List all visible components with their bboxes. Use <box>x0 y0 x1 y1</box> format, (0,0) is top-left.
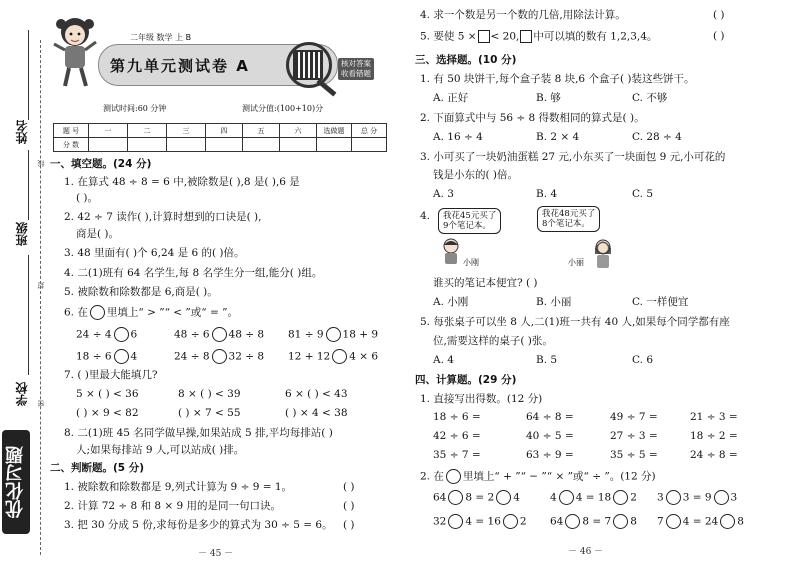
calc-item: 18 ÷ 6 = <box>433 411 481 423</box>
calc-question-2 <box>420 469 656 484</box>
op-num: 3 <box>730 491 738 504</box>
compare-row-2b <box>174 349 264 364</box>
score-input-cell[interactable] <box>206 138 243 152</box>
op-num: 2 <box>519 515 527 528</box>
score-row-label: 分 数 <box>54 138 89 152</box>
compare-expr: 24 ÷ 8 <box>174 350 210 363</box>
judge-4-answer[interactable]: ( ) <box>713 9 725 21</box>
line-mark-xian: 线 <box>37 160 45 167</box>
score-table-score-row <box>54 138 387 152</box>
judge-5-text-a: 5. 要使 5 × <box>420 30 477 43</box>
question-6-text: 6. 在 <box>64 306 88 319</box>
question-1-line1: 1. 在算式 48 ÷ 8 = 6 中,被除数是( ),8 是( ),6 是 <box>64 176 300 188</box>
compare-expr: 6 <box>130 328 138 341</box>
page-number-right: － 46 － <box>568 547 604 557</box>
judge-5-answer[interactable]: ( ) <box>713 30 725 42</box>
series-label: 二年级 数学 上 B <box>130 33 192 42</box>
calc-item: 27 ÷ 3 = <box>610 430 658 442</box>
choice-1-option-c[interactable]: C. 不够 <box>632 92 668 104</box>
choice-5-line2: 位,需要这样的桌子( )张。 <box>433 335 553 347</box>
operator-blank[interactable] <box>720 514 735 529</box>
kid-name-xiaogang: 小刚 <box>463 258 479 267</box>
line-mark-feng: 封 <box>37 282 45 289</box>
line-mark-mi: 密 <box>37 400 45 407</box>
compare-expr: 24 ÷ 4 <box>76 328 112 341</box>
answer-tag-line2: 收看错题 <box>341 68 371 78</box>
score-cell: 总 分 <box>352 124 387 138</box>
operator-circle-icon <box>446 469 461 484</box>
blank-box-icon <box>520 30 532 43</box>
name-label: 姓名 <box>15 120 29 144</box>
score-table-header-row <box>54 124 387 138</box>
calc-item: 35 ÷ 5 = <box>610 449 658 461</box>
boy-illustration-icon <box>440 238 462 264</box>
operator-item <box>550 514 637 529</box>
choice-5-option-b[interactable]: B. 5 <box>536 354 558 366</box>
compare-expr: 48 ÷ 6 <box>174 328 210 341</box>
mascot-girl-icon <box>50 14 100 90</box>
op-num: 8 <box>630 515 637 528</box>
choice-1: 1. 有 50 块饼干,每个盒子装 8 块,6 个盒子( )装这些饼干。 <box>420 73 695 85</box>
speech-bubble-xiaogang <box>438 208 501 234</box>
choice-3-line1: 3. 小可买了一块奶油蛋糕 27 元,小东买了一块面包 9 元,小可花的 <box>420 151 726 163</box>
compare-row-2 <box>76 349 137 364</box>
compare-expr: 12 + 12 <box>288 350 331 363</box>
compare-expr: 32 ÷ 8 <box>228 350 265 363</box>
class-label: 班级 <box>15 222 29 246</box>
operator-item <box>657 490 737 505</box>
judge-2-answer[interactable]: ( ) <box>343 500 355 512</box>
judge-5-text-b: < 20, <box>490 30 520 43</box>
max-fill-2b: ( ) × 7 < 55 <box>178 407 241 419</box>
max-fill-1a: 5 × ( ) < 36 <box>76 388 139 400</box>
score-cell: 四 <box>206 124 243 138</box>
question-8-line1: 8. 二(1)班 45 名同学做早操,如果站成 5 排,平均每排站( ) <box>64 427 333 439</box>
op-num: 4 = 24 <box>682 515 719 528</box>
score-input-cell[interactable] <box>352 138 387 152</box>
answer-tag <box>338 58 374 80</box>
op-num: 64 <box>433 491 447 504</box>
compare-blank[interactable] <box>114 349 129 364</box>
compare-blank[interactable] <box>114 327 129 342</box>
judge-4: 4. 求一个数是另一个数的几倍,用除法计算。 <box>420 9 626 21</box>
question-8-line2: 人;如果每排站 9 人,可以站成( )排。 <box>76 444 245 456</box>
choice-4-option-c[interactable]: C. 一样便宜 <box>632 296 689 308</box>
score-cell: 一 <box>89 124 128 138</box>
bubble-2-line2: 8个笔记本。 <box>542 219 590 230</box>
choice-4-question: 谁买的笔记本便宜? ( ) <box>433 277 538 289</box>
calc-item: 35 ÷ 7 = <box>433 449 481 461</box>
compare-expr: 18 ÷ 6 <box>76 350 112 363</box>
section-calculation: 四、计算题。(29 分) <box>415 374 517 386</box>
compare-expr: 81 ÷ 9 <box>288 328 324 341</box>
section-choice: 三、选择题。(10 分) <box>415 54 517 66</box>
compare-blank[interactable] <box>212 327 227 342</box>
max-fill-2a: ( ) × 9 < 82 <box>76 407 139 419</box>
op-num: 4 <box>513 491 520 504</box>
class-underline <box>28 150 29 220</box>
op-num: 8 <box>737 515 744 528</box>
score-input-cell[interactable] <box>89 138 128 152</box>
op-num: 7 <box>657 515 664 528</box>
bubble-2-line1: 我花48元买了 <box>542 209 596 219</box>
question-7: 7. ( )里最大能填几? <box>64 369 158 381</box>
judge-1-answer[interactable]: ( ) <box>343 481 355 493</box>
choice-2-option-c[interactable]: C. 28 ÷ 4 <box>632 131 682 143</box>
bubble-1-line2: 9个笔记本。 <box>443 221 491 232</box>
calc-item: 24 ÷ 8 = <box>690 449 738 461</box>
judge-5 <box>420 30 657 43</box>
op-num: 4 <box>550 491 557 504</box>
op-num: 2 <box>630 491 637 504</box>
section-fill-blanks: 一、填空题。(24 分) <box>50 158 152 170</box>
operator-blank[interactable] <box>503 514 518 529</box>
compare-blank[interactable] <box>212 349 227 364</box>
answer-tag-line1: 核对答案 <box>341 59 371 68</box>
page-number-left: － 45 － <box>198 549 234 559</box>
blank-box-icon <box>478 30 490 43</box>
question-4: 4. 二(1)班有 64 名学生,每 8 名学生分一组,能分( )组。 <box>64 267 323 279</box>
calc-item: 18 ÷ 2 = <box>690 430 738 442</box>
girl-illustration-icon <box>592 238 614 268</box>
brand-logo: 优化习题 <box>2 430 30 534</box>
operator-item <box>550 490 637 505</box>
max-fill-2c: ( ) × 4 < 38 <box>285 407 348 419</box>
page-title: 第九单元测试卷 A <box>110 57 250 75</box>
speech-bubble-xiaoli <box>537 206 600 232</box>
calc-item: 40 ÷ 5 = <box>526 430 574 442</box>
operator-blank[interactable] <box>496 490 511 505</box>
name-underline <box>28 30 29 120</box>
choice-1-option-a[interactable]: A. 正好 <box>433 92 469 104</box>
test-score: 测试分值:(100+10)分 <box>242 104 324 113</box>
right-page <box>400 0 800 566</box>
choice-3-option-a[interactable]: A. 3 <box>433 188 454 200</box>
choice-5-option-a[interactable]: A. 4 <box>433 354 454 366</box>
compare-expr: 4 × 6 <box>349 350 379 363</box>
compare-row-2c <box>288 349 378 364</box>
operator-item <box>657 514 744 529</box>
operator-blank[interactable] <box>613 514 628 529</box>
calc-item: 21 ÷ 3 = <box>690 411 738 423</box>
op-num: 3 = 9 <box>682 491 712 504</box>
question-2-line2: 商是( )。 <box>76 228 120 240</box>
bubble-1-line1: 我花45元买了 <box>443 211 497 221</box>
school-label: 学校 <box>15 382 29 406</box>
question-3: 3. 48 里面有( )个 6,24 是 6 的( )倍。 <box>64 247 245 259</box>
score-cell: 题 号 <box>54 124 89 138</box>
compare-row-1 <box>76 327 137 342</box>
score-input-cell[interactable] <box>280 138 317 152</box>
compare-blank[interactable] <box>326 327 341 342</box>
score-cell: 六 <box>280 124 317 138</box>
question-5: 5. 被除数和除数都是 6,商是( )。 <box>64 286 218 298</box>
op-num: 64 <box>550 515 564 528</box>
score-cell: 五 <box>243 124 280 138</box>
test-time: 测试时间:60 分钟 <box>103 104 167 113</box>
choice-3-option-c[interactable]: C. 5 <box>632 188 654 200</box>
operator-blank[interactable] <box>448 490 463 505</box>
kid-name-xiaoli: 小丽 <box>568 258 584 267</box>
choice-2-option-b[interactable]: B. 2 × 4 <box>536 131 580 143</box>
calc-item: 49 ÷ 7 = <box>610 411 658 423</box>
calc-question-2-text: 2. 在 <box>420 470 444 483</box>
compare-blank[interactable] <box>332 349 347 364</box>
score-input-cell[interactable] <box>128 138 167 152</box>
score-cell: 三 <box>167 124 206 138</box>
judge-5-text-c: 中可以填的数有 1,2,3,4。 <box>533 30 658 43</box>
choice-4-option-a[interactable]: A. 小刚 <box>433 296 469 308</box>
magnifier-icon <box>286 42 332 88</box>
operator-blank[interactable] <box>714 490 729 505</box>
judge-3: 3. 把 30 分成 5 份,求每份是多少的算式为 30 ÷ 5 = 6。 <box>64 519 333 531</box>
binding-dashed-line <box>40 40 41 555</box>
op-num: 4 = 18 <box>575 491 612 504</box>
operator-blank[interactable] <box>448 514 463 529</box>
operator-item <box>433 514 527 529</box>
operator-blank[interactable] <box>565 514 580 529</box>
choice-1-option-b[interactable]: B. 够 <box>536 92 561 104</box>
score-input-cell[interactable] <box>243 138 280 152</box>
score-cell: 二 <box>128 124 167 138</box>
choice-5-option-c[interactable]: C. 6 <box>632 354 654 366</box>
choice-3-option-b[interactable]: B. 4 <box>536 188 558 200</box>
calc-question-2-text-b: 里填上“ + ”“ − ”“ × ”或“ ÷ ”。(12 分) <box>462 470 656 483</box>
score-input-cell[interactable] <box>167 138 206 152</box>
judge-2: 2. 计算 72 ÷ 8 和 8 × 9 用的是同一句口诀。 <box>64 500 282 512</box>
section-judge: 二、判断题。(5 分) <box>50 462 145 474</box>
score-cell: 选做题 <box>317 124 352 138</box>
compare-row-1b <box>174 327 264 342</box>
op-num: 4 = 16 <box>465 515 501 528</box>
school-underline <box>28 255 29 375</box>
operator-blank[interactable] <box>613 490 628 505</box>
choice-2-option-a[interactable]: A. 16 ÷ 4 <box>433 131 483 143</box>
choice-2: 2. 下面算式中与 56 ÷ 8 得数相同的算式是( )。 <box>420 112 645 124</box>
operator-blank[interactable] <box>666 490 681 505</box>
op-num: 32 <box>433 515 447 528</box>
operator-blank[interactable] <box>559 490 574 505</box>
compare-expr: 48 ÷ 8 <box>228 328 265 341</box>
operator-blank[interactable] <box>666 514 681 529</box>
question-6 <box>64 305 238 320</box>
compare-expr: 4 <box>130 350 138 363</box>
op-num: 8 = 2 <box>465 491 495 504</box>
compare-circle-icon <box>90 305 105 320</box>
compare-row-1c <box>288 327 378 342</box>
calc-question-1: 1. 直接写出得数。(12 分) <box>420 393 543 405</box>
max-fill-1c: 6 × ( ) < 43 <box>285 388 348 400</box>
choice-5-line1: 5. 每张桌子可以坐 8 人,二(1)班一共有 40 人,如果每个同学都有座 <box>420 316 730 328</box>
choice-4-option-b[interactable]: B. 小丽 <box>536 296 572 308</box>
calc-item: 64 ÷ 8 = <box>526 411 574 423</box>
calc-item: 42 ÷ 6 = <box>433 430 481 442</box>
operator-item <box>433 490 520 505</box>
judge-3-answer[interactable]: ( ) <box>343 519 355 531</box>
compare-expr: 18 + 9 <box>342 328 379 341</box>
question-6-text-b: 里填上“ > ”“ < ”或“ = ”。 <box>106 306 238 319</box>
judge-1: 1. 被除数和除数都是 9,列式计算为 9 ÷ 9 = 1。 <box>64 481 293 493</box>
score-input-cell[interactable] <box>317 138 352 152</box>
question-1-line2: ( )。 <box>76 192 99 204</box>
max-fill-1b: 8 × ( ) < 39 <box>178 388 241 400</box>
calc-item: 63 ÷ 9 = <box>526 449 574 461</box>
op-num: 3 <box>657 491 664 504</box>
choice-4-number: 4. <box>420 210 431 222</box>
choice-3-line2: 钱是小东的( )倍。 <box>433 169 519 181</box>
op-num: 8 = 7 <box>582 515 612 528</box>
score-table <box>53 123 387 152</box>
question-2-line1: 2. 42 ÷ 7 读作( ),计算时想到的口诀是( ), <box>64 211 262 223</box>
